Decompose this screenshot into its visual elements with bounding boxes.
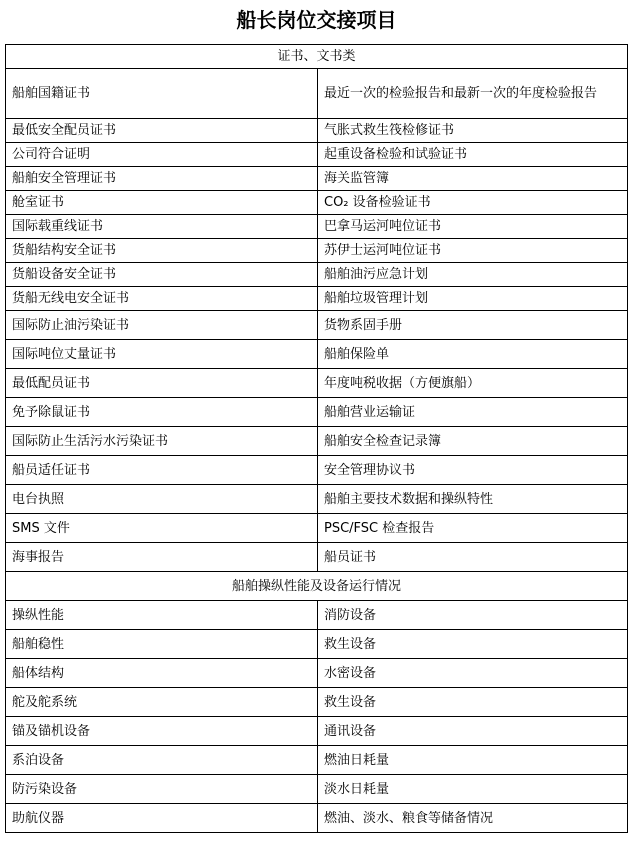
item-left-cell: 船舶稳性 — [6, 630, 318, 659]
item-right-cell: 通讯设备 — [318, 717, 628, 746]
item-right-cell: 船员证书 — [318, 543, 628, 572]
item-left-cell: 防污染设备 — [6, 775, 318, 804]
table-row — [6, 630, 628, 659]
item-right-cell: 淡水日耗量 — [318, 775, 628, 804]
table-row — [6, 659, 628, 688]
item-left-cell: 船员适任证书 — [6, 456, 318, 485]
table-body — [6, 45, 628, 833]
table-row — [6, 398, 628, 427]
item-left-cell: 锚及锚机设备 — [6, 717, 318, 746]
item-left-cell: 操纵性能 — [6, 601, 318, 630]
table-row — [6, 369, 628, 398]
table-row — [6, 191, 628, 215]
section-heading: 船舶操纵性能及设备运行情况 — [6, 572, 628, 601]
item-left-cell: 电台执照 — [6, 485, 318, 514]
item-right-cell: 起重设备检验和试验证书 — [318, 143, 628, 167]
item-right-cell: 船舶营业运输证 — [318, 398, 628, 427]
item-left-cell: 货船结构安全证书 — [6, 239, 318, 263]
table-row — [6, 143, 628, 167]
table-row — [6, 119, 628, 143]
handover-table — [5, 44, 628, 833]
section-header-row — [6, 45, 628, 69]
table-row — [6, 746, 628, 775]
item-left-cell: 舱室证书 — [6, 191, 318, 215]
item-right-cell: 燃油日耗量 — [318, 746, 628, 775]
item-left-cell: 船体结构 — [6, 659, 318, 688]
item-right-cell: 海关监管簿 — [318, 167, 628, 191]
item-right-cell: 水密设备 — [318, 659, 628, 688]
item-left-cell: 国际吨位丈量证书 — [6, 340, 318, 369]
item-right-cell: 气胀式救生筏检修证书 — [318, 119, 628, 143]
page-title: 船长岗位交接项目 — [236, 8, 397, 32]
item-right-cell: 船舶安全检查记录簿 — [318, 427, 628, 456]
table-row — [6, 804, 628, 833]
table-row — [6, 456, 628, 485]
item-left-cell: 舵及舵系统 — [6, 688, 318, 717]
table-row — [6, 239, 628, 263]
item-right-cell: 船舶主要技术数据和操纵特性 — [318, 485, 628, 514]
table-row — [6, 427, 628, 456]
item-left-cell: 系泊设备 — [6, 746, 318, 775]
item-right-cell: 年度吨税收据（方便旗船） — [318, 369, 628, 398]
item-left-cell: 最低配员证书 — [6, 369, 318, 398]
table-row — [6, 688, 628, 717]
section-heading: 证书、文书类 — [6, 45, 628, 69]
item-left-cell: 船舶安全管理证书 — [6, 167, 318, 191]
item-left-cell: 免予除鼠证书 — [6, 398, 318, 427]
item-right-cell: 救生设备 — [318, 688, 628, 717]
item-left-cell: 助航仪器 — [6, 804, 318, 833]
item-left-cell: 公司符合证明 — [6, 143, 318, 167]
table-row — [6, 601, 628, 630]
item-right-cell: 船舶保险单 — [318, 340, 628, 369]
item-left-cell: 船舶国籍证书 — [6, 69, 318, 119]
table-row — [6, 311, 628, 340]
item-right-cell: 燃油、淡水、粮食等储备情况 — [318, 804, 628, 833]
item-left-cell: 国际防止生活污水污染证书 — [6, 427, 318, 456]
item-right-cell: 船舶垃圾管理计划 — [318, 287, 628, 311]
item-right-cell: 苏伊士运河吨位证书 — [318, 239, 628, 263]
item-right-cell: 消防设备 — [318, 601, 628, 630]
table-row — [6, 775, 628, 804]
item-right-cell: 安全管理协议书 — [318, 456, 628, 485]
item-right-cell: 最近一次的检验报告和最新一次的年度检验报告 — [318, 69, 628, 119]
table-row — [6, 543, 628, 572]
item-right-cell: 巴拿马运河吨位证书 — [318, 215, 628, 239]
item-right-cell: 货物系固手册 — [318, 311, 628, 340]
item-left-cell: SMS 文件 — [6, 514, 318, 543]
table-row — [6, 263, 628, 287]
table-row — [6, 340, 628, 369]
table-row — [6, 514, 628, 543]
item-right-cell: CO₂ 设备检验证书 — [318, 191, 628, 215]
table-row — [6, 485, 628, 514]
item-right-cell: 船舶油污应急计划 — [318, 263, 628, 287]
item-left-cell: 最低安全配员证书 — [6, 119, 318, 143]
table-row — [6, 287, 628, 311]
item-left-cell: 海事报告 — [6, 543, 318, 572]
item-left-cell: 货船设备安全证书 — [6, 263, 318, 287]
table-row — [6, 69, 628, 119]
section-header-row — [6, 572, 628, 601]
item-left-cell: 国际防止油污染证书 — [6, 311, 318, 340]
item-left-cell: 货船无线电安全证书 — [6, 287, 318, 311]
item-right-cell: PSC/FSC 检查报告 — [318, 514, 628, 543]
table-row — [6, 215, 628, 239]
table-row — [6, 167, 628, 191]
table-row — [6, 717, 628, 746]
item-left-cell: 国际载重线证书 — [6, 215, 318, 239]
item-right-cell: 救生设备 — [318, 630, 628, 659]
